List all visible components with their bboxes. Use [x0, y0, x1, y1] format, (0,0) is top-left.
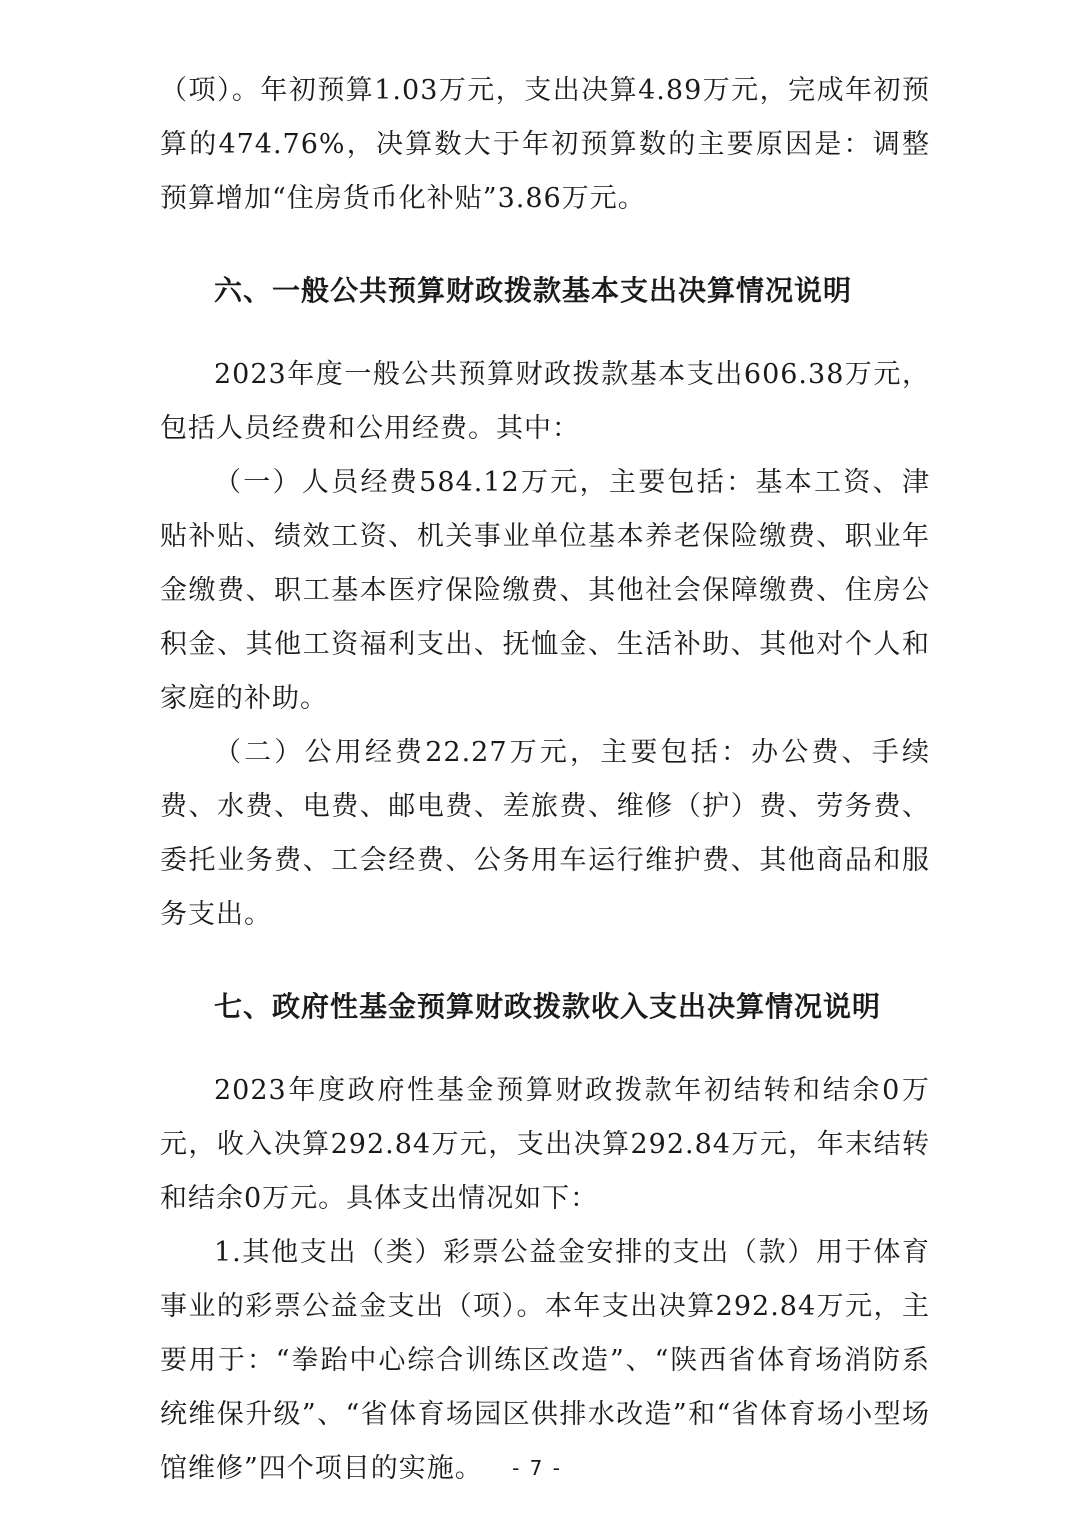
section-7-intro: 2023年度政府性基金预算财政拨款年初结转和结余0万元，收入决算292.84万元，支出决算292.84万元，年末结转和结余0万元。具体支出情况如下：	[160, 1075, 930, 1214]
section-6-heading: 六、一般公共预算财政拨款基本支出决算情况说明	[214, 274, 853, 307]
spacer	[160, 942, 930, 980]
section-7-item-1: 1.其他支出（类）彩票公益金安排的支出（款）用于体育事业的彩票公益金支出（项）。本年支出决算292.84万元，主要用于：“拳跆中心综合训练区改造”、“陕西省体育场消防系统维保升级”、“省体育场园区供排水改造”和“省体育场小型场馆维修”四个项目的实施。	[160, 1237, 930, 1484]
document-page	[160, 64, 930, 1496]
section-7-heading: 七、政府性基金预算财政拨款收入支出决算情况说明	[214, 990, 882, 1023]
spacer	[160, 318, 930, 348]
section-6-personnel-expenses: （一）人员经费584.12万元，主要包括：基本工资、津贴补贴、绩效工资、机关事业单位基本养老保险缴费、职业年金缴费、职工基本医疗保险缴费、其他社会保障缴费、住房公积金、其他工资福利支出、抚恤金、生活补助、其他对个人和家庭的补助。	[160, 467, 930, 714]
page-number: - 7 -	[512, 1456, 562, 1480]
continuation-paragraph: （项）。年初预算1.03万元，支出决算4.89万元，完成年初预算的474.76%，决算数大于年初预算数的主要原因是：调整预算增加“住房货币化补贴”3.86万元。	[160, 75, 930, 214]
section-6-intro: 2023年度一般公共预算财政拨款基本支出606.38万元，包括人员经费和公用经费。其中：	[160, 359, 930, 444]
section-6-public-expenses: （二）公用经费22.27万元，主要包括：办公费、手续费、水费、电费、邮电费、差旅费、维修（护）费、劳务费、委托业务费、工会经费、公务用车运行维护费、其他商品和服务支出。	[160, 737, 930, 930]
spacer	[160, 226, 930, 264]
spacer	[160, 1034, 930, 1064]
